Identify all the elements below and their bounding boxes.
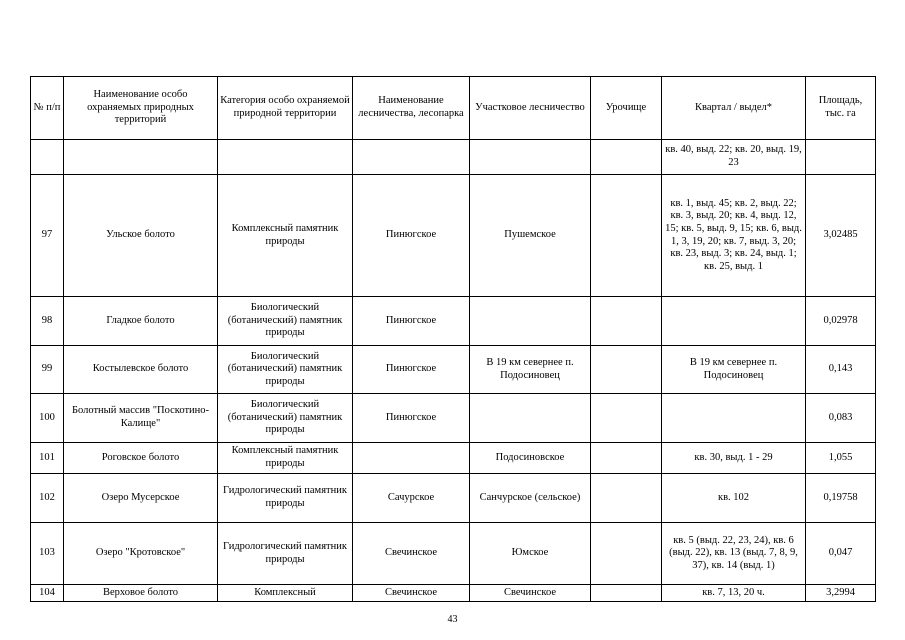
table-cell: Биологический (ботанический) памятник природы: [218, 346, 353, 394]
table-cell: [591, 443, 662, 474]
header-cell: № п/п: [31, 77, 64, 140]
table-cell: 101: [31, 443, 64, 474]
table-cell: Санчурское (сельское): [470, 474, 591, 523]
table-cell: [353, 140, 470, 175]
protected-areas-table: [30, 76, 876, 602]
table-row: [31, 346, 876, 394]
table-row: [31, 585, 876, 602]
table-cell: Озеро "Кротовское": [64, 523, 218, 585]
table-cell: [64, 140, 218, 175]
table-cell: 0,143: [806, 346, 876, 394]
table-cell: кв. 30, выд. 1 - 29: [662, 443, 806, 474]
table-cell: 0,083: [806, 394, 876, 443]
table-cell: кв. 40, выд. 22; кв. 20, выд. 19, 23: [662, 140, 806, 175]
table-cell: Болотный массив "Поскотино-Калище": [64, 394, 218, 443]
table-cell: [591, 474, 662, 523]
table-cell: Биологический (ботанический) памятник природы: [218, 297, 353, 346]
table-cell: [806, 140, 876, 175]
table-cell: 103: [31, 523, 64, 585]
table-cell: [470, 394, 591, 443]
table-cell: 1,055: [806, 443, 876, 474]
table-cell: Верховое болото: [64, 585, 218, 602]
header-cell: Наименование особо охраняемых природных территорий: [64, 77, 218, 140]
table-row: [31, 394, 876, 443]
table-cell: Свечинское: [353, 585, 470, 602]
table-cell: В 19 км севернее п. Подосиновец: [662, 346, 806, 394]
table-cell: [470, 297, 591, 346]
table-cell: 97: [31, 175, 64, 297]
table-cell: [31, 140, 64, 175]
table-row: [31, 474, 876, 523]
table-cell: Роговское болото: [64, 443, 218, 474]
table-header-row: [31, 77, 876, 140]
table-cell: Пинюгское: [353, 297, 470, 346]
table-cell: Пушемское: [470, 175, 591, 297]
table-cell: [662, 297, 806, 346]
table-cell: Пинюгское: [353, 175, 470, 297]
header-cell: Наименование лесничества, лесопарка: [353, 77, 470, 140]
table-cell: 100: [31, 394, 64, 443]
table-cell: Озеро Мусерское: [64, 474, 218, 523]
table-cell: 0,02978: [806, 297, 876, 346]
table-cell: Пинюгское: [353, 346, 470, 394]
table-cell: 104: [31, 585, 64, 602]
table-cell: Костылевское болото: [64, 346, 218, 394]
table-cell: кв. 7, 13, 20 ч.: [662, 585, 806, 602]
table-cell: [591, 523, 662, 585]
table-cell: Сачурское: [353, 474, 470, 523]
table-row: [31, 297, 876, 346]
header-cell: Категория особо охраняемой природной территории: [218, 77, 353, 140]
table-cell: [591, 585, 662, 602]
table-cell: Свечинское: [353, 523, 470, 585]
table-row: [31, 140, 876, 175]
table-cell: [591, 175, 662, 297]
header-cell: Площадь, тыс. га: [806, 77, 876, 140]
table-cell: [591, 346, 662, 394]
page-number: 43: [447, 614, 458, 625]
table-cell: [591, 297, 662, 346]
table-row: [31, 443, 876, 474]
table-cell: Юмское: [470, 523, 591, 585]
table-cell: 98: [31, 297, 64, 346]
table-cell: Свечинское: [470, 585, 591, 602]
table-cell: 102: [31, 474, 64, 523]
table-cell: Гладкое болото: [64, 297, 218, 346]
table-cell: Комплексный памятник природы: [218, 175, 353, 297]
table-cell: В 19 км севернее п. Подосиновец: [470, 346, 591, 394]
table-cell: кв. 102: [662, 474, 806, 523]
table-cell: [470, 140, 591, 175]
table-cell: 3,02485: [806, 175, 876, 297]
table-cell: Биологический (ботанический) памятник природы: [218, 394, 353, 443]
table-row: [31, 175, 876, 297]
header-cell: Урочище: [591, 77, 662, 140]
table-cell: 3,2994: [806, 585, 876, 602]
table-cell: Ульское болото: [64, 175, 218, 297]
table-cell: [662, 394, 806, 443]
table-cell: [591, 394, 662, 443]
table-cell: Подосиновское: [470, 443, 591, 474]
table-cell: 99: [31, 346, 64, 394]
table-cell: кв. 1, выд. 45; кв. 2, выд. 22; кв. 3, выд. 20; кв. 4, выд. 12, 15; кв. 5, выд. 9, 15; кв. 6, выд. 1, 3, 19, 20; кв. 7, выд. 3, 20; кв. 23, выд. 3; кв. 24, выд. 1; кв. 25, выд. 1: [662, 175, 806, 297]
table-cell: Гидрологический памятник природы: [218, 523, 353, 585]
table-cell: 0,19758: [806, 474, 876, 523]
table-cell: [218, 140, 353, 175]
table-cell: Комплексный: [218, 585, 353, 602]
header-cell: Участковое лесничество: [470, 77, 591, 140]
header-cell: Квартал / выдел*: [662, 77, 806, 140]
table-cell: Пинюгское: [353, 394, 470, 443]
table-cell: 0,047: [806, 523, 876, 585]
table-cell: Комплексный памятник природы: [218, 443, 353, 474]
table-cell: [353, 443, 470, 474]
table-cell: кв. 5 (выд. 22, 23, 24), кв. 6 (выд. 22), кв. 13 (выд. 7, 8, 9, 37), кв. 14 (выд. 1): [662, 523, 806, 585]
table-cell: [591, 140, 662, 175]
table-row: [31, 523, 876, 585]
table-cell: Гидрологический памятник природы: [218, 474, 353, 523]
